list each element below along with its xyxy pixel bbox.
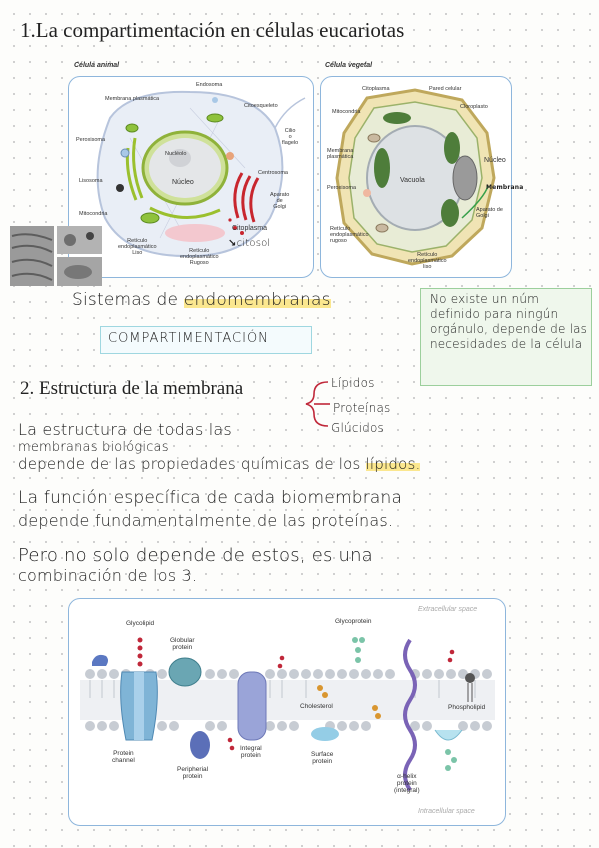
plant-cell-caption: Célula vegetal (325, 62, 373, 69)
label-cholesterol: Cholesterol (300, 703, 333, 710)
text1-line3: depende de las propiedades químicas de los lípidos. (18, 455, 421, 473)
label-alpha: α-helix protein (integral) (394, 773, 420, 794)
label-aparato-plant: Aparato de Golgi (476, 207, 503, 219)
label-ret-liso-plant: Retículo endoplasmático liso (408, 252, 447, 270)
label-pared: Pared celular (429, 86, 462, 92)
label-glycolipid: Glycolipid (126, 620, 155, 627)
label-surface: Surface protein (311, 751, 334, 765)
label-peripherial: Peripherial protein (177, 766, 209, 780)
label-membrana-plant: Membrana plasmática (327, 148, 354, 160)
label-integral: Integral protein (240, 745, 262, 759)
text3-line2: combinación de los 3. (18, 566, 198, 585)
label-citoesqueleto: Citoesqueleto (244, 103, 278, 109)
section-1-title: 1.La compartimentación en células eucariotas (20, 18, 405, 42)
endomembranas-highlight: endomembranas (183, 290, 331, 310)
section-2-title: 2. Estructura de la membrana (20, 378, 244, 399)
annotation-citosol: ↘citosol (228, 238, 271, 249)
list-glucidos: Glúcidos (331, 421, 384, 435)
label-phospholipid: Phospholipid (448, 704, 486, 711)
animal-cell-caption: Célula animal (74, 62, 120, 69)
label-nucleo-plant: Núcleo (484, 157, 506, 164)
note-text: No existe un núm definido para ningún orgánulo, depende de las necesidades de la célula (430, 292, 588, 351)
lipidos-highlight: lípidos. (365, 455, 421, 473)
label-channel: Protein channel (112, 750, 135, 764)
label-citoplasma-plant: Citoplasma (362, 86, 390, 92)
label-cilio: Cilio o flagelo (282, 128, 299, 146)
label-mitocondria-animal: Mitocondria (79, 211, 108, 217)
label-globular: Globular protein (170, 637, 195, 651)
list-lipidos: Lípidos (331, 376, 375, 390)
label-ret-rugoso-animal: Retículo endoplasmático Rugoso (180, 248, 219, 266)
list-proteinas: Proteínas (333, 401, 391, 415)
label-ret-liso-animal: Retículo endoplasmático Liso (118, 238, 157, 256)
label-aparato-animal: Aparato de Golgi (270, 192, 290, 210)
extracellular-label: Extracellular space (418, 606, 478, 613)
label-nucleolo: Nucléolo (165, 151, 187, 157)
intracellular-label: Intracellular space (418, 808, 475, 815)
label-endosoma: Endosoma (196, 82, 223, 88)
micrograph-images (10, 226, 102, 286)
label-centrosoma: Centrosoma (258, 170, 288, 176)
compartimentacion-text: COMPARTIMENTACIÓN (108, 331, 269, 346)
annotation-membrana: Membrana (486, 184, 524, 191)
label-citoplasma-animal: Citoplasma (232, 225, 268, 232)
label-glycoprotein: Glycoprotein (335, 618, 372, 625)
text2-line2: depende fundamentalmente de las proteínas. (18, 511, 394, 530)
label-ret-rugoso-plant: Retículo endoplasmático rugoso (330, 226, 369, 244)
label-peroxisoma-plant: Peroxisoma (327, 185, 357, 191)
label-peroxisoma-animal: Peroxisoma (76, 137, 106, 143)
text1-line2: membranas biológicas (18, 440, 169, 455)
label-lisosoma: Lisosoma (79, 178, 103, 184)
label-membrana-animal: Membrana plasmática (105, 96, 160, 102)
label-nucleo-animal: Núcleo (172, 179, 194, 186)
label-vacuola: Vacuola (400, 177, 425, 184)
text2-line1: La función específica de cada biomembrana (18, 488, 403, 508)
text3-line1: Pero no solo depende de estos, es una (18, 545, 373, 566)
text1-line1: La estructura de todas las (18, 420, 232, 439)
sistemas-endomembranas: Sistemas de endomembranas (72, 290, 331, 310)
label-cloroplasto: Cloroplasto (460, 104, 488, 110)
label-mitocondria-plant: Mitocondria (332, 109, 361, 115)
membrane-illustration (70, 600, 502, 822)
red-bracket (300, 376, 334, 432)
